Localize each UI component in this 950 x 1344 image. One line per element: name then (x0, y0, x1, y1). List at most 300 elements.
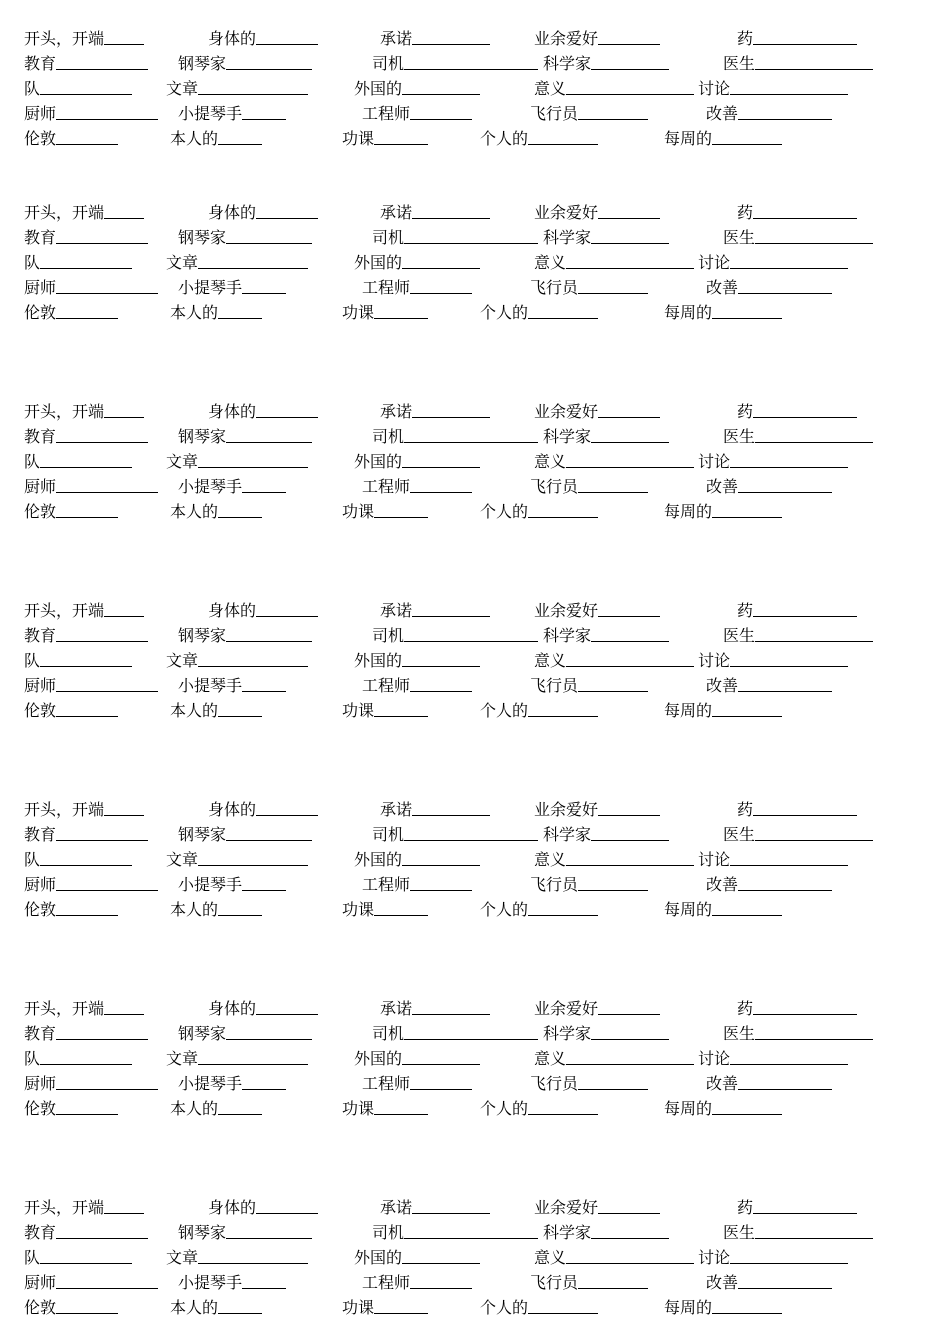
vocab-word: 工程师 (362, 1074, 411, 1093)
vocab-item (664, 499, 782, 521)
vocab-item (698, 1245, 848, 1267)
answer-blank[interactable] (40, 267, 132, 269)
answer-blank[interactable] (755, 68, 873, 70)
answer-blank[interactable] (104, 1013, 144, 1015)
vocab-word: 每周的 (664, 1298, 713, 1317)
vocab-word: 医生 (723, 1223, 756, 1242)
answer-blank[interactable] (730, 267, 848, 269)
answer-blank[interactable] (566, 93, 694, 95)
answer-blank[interactable] (730, 93, 848, 95)
answer-blank[interactable] (374, 516, 428, 518)
answer-blank[interactable] (712, 317, 782, 319)
answer-blank[interactable] (738, 292, 832, 294)
vocab-item (380, 399, 490, 421)
answer-blank[interactable] (226, 1038, 312, 1040)
answer-blank[interactable] (56, 68, 148, 70)
answer-blank[interactable] (755, 640, 873, 642)
vocab-item (372, 1021, 538, 1043)
vocab-item (698, 76, 848, 98)
answer-blank[interactable] (56, 1088, 158, 1090)
answer-blank[interactable] (528, 914, 598, 916)
vocab-item (24, 126, 118, 148)
answer-blank[interactable] (242, 118, 286, 120)
answer-blank[interactable] (256, 615, 318, 617)
answer-blank[interactable] (410, 889, 472, 891)
answer-blank[interactable] (753, 814, 857, 816)
answer-blank[interactable] (374, 317, 428, 319)
answer-blank[interactable] (104, 217, 144, 219)
answer-blank[interactable] (198, 267, 308, 269)
answer-blank[interactable] (598, 814, 660, 816)
answer-blank[interactable] (730, 864, 848, 866)
answer-blank[interactable] (591, 242, 669, 244)
answer-blank[interactable] (226, 242, 312, 244)
vocab-item (543, 424, 669, 446)
answer-blank[interactable] (56, 292, 158, 294)
vocab-word: 开头，开端 (24, 203, 105, 222)
vocab-row (0, 648, 950, 673)
vocab-item (737, 797, 857, 819)
answer-blank[interactable] (412, 1013, 490, 1015)
answer-blank[interactable] (578, 690, 648, 692)
vocab-item (24, 598, 144, 620)
vocab-word: 司机 (372, 427, 405, 446)
vocab-word: 药 (737, 402, 754, 421)
answer-blank[interactable] (218, 1312, 262, 1314)
answer-blank[interactable] (374, 143, 428, 145)
answer-blank[interactable] (566, 1262, 694, 1264)
answer-blank[interactable] (591, 68, 669, 70)
vocab-row (0, 1071, 950, 1096)
answer-blank[interactable] (56, 1038, 148, 1040)
vocab-item (24, 673, 158, 695)
vocab-word: 药 (737, 999, 754, 1018)
vocab-row (0, 76, 950, 101)
answer-blank[interactable] (412, 814, 490, 816)
vocab-word: 意义 (534, 1049, 567, 1068)
vocab-item (354, 1245, 480, 1267)
vocab-item (534, 76, 694, 98)
vocab-item (480, 499, 598, 521)
answer-blank[interactable] (404, 242, 538, 244)
answer-blank[interactable] (412, 1212, 490, 1214)
answer-blank[interactable] (256, 416, 318, 418)
vocab-word: 药 (737, 1198, 754, 1217)
answer-blank[interactable] (410, 690, 472, 692)
answer-blank[interactable] (738, 889, 832, 891)
vocab-word: 身体的 (208, 999, 257, 1018)
vocab-word: 医生 (723, 228, 756, 247)
answer-blank[interactable] (598, 416, 660, 418)
answer-blank[interactable] (730, 1262, 848, 1264)
answer-blank[interactable] (242, 491, 286, 493)
vocab-item (706, 101, 832, 123)
answer-blank[interactable] (591, 640, 669, 642)
answer-blank[interactable] (402, 665, 480, 667)
answer-blank[interactable] (566, 466, 694, 468)
answer-blank[interactable] (738, 690, 832, 692)
answer-blank[interactable] (104, 416, 144, 418)
answer-blank[interactable] (598, 217, 660, 219)
vocab-item (737, 1195, 857, 1217)
answer-blank[interactable] (226, 441, 312, 443)
vocab-word: 外国的 (354, 1049, 403, 1068)
vocab-word: 钢琴家 (178, 626, 227, 645)
answer-blank[interactable] (226, 839, 312, 841)
answer-blank[interactable] (598, 43, 660, 45)
vocab-item (530, 1270, 648, 1292)
vocab-item (543, 1021, 669, 1043)
vocab-word: 科学家 (543, 825, 592, 844)
vocab-word: 意义 (534, 850, 567, 869)
answer-blank[interactable] (412, 217, 490, 219)
vocab-item (664, 897, 782, 919)
answer-blank[interactable] (578, 889, 648, 891)
answer-blank[interactable] (712, 715, 782, 717)
vocab-word: 本人的 (170, 701, 219, 720)
answer-blank[interactable] (402, 267, 480, 269)
answer-blank[interactable] (412, 615, 490, 617)
answer-blank[interactable] (218, 914, 262, 916)
answer-blank[interactable] (404, 441, 538, 443)
answer-blank[interactable] (578, 1088, 648, 1090)
answer-blank[interactable] (566, 1063, 694, 1065)
vocab-item (24, 648, 132, 670)
answer-blank[interactable] (56, 516, 118, 518)
answer-blank[interactable] (56, 1287, 158, 1289)
vocab-word: 开头，开端 (24, 402, 105, 421)
vocab-word: 改善 (706, 278, 739, 297)
answer-blank[interactable] (404, 1237, 538, 1239)
vocab-word: 业余爱好 (534, 29, 599, 48)
vocab-item (24, 225, 148, 247)
answer-blank[interactable] (56, 889, 158, 891)
vocab-word: 功课 (342, 900, 375, 919)
vocab-item (534, 1245, 694, 1267)
answer-blank[interactable] (40, 1262, 132, 1264)
answer-blank[interactable] (412, 43, 490, 45)
answer-blank[interactable] (218, 1113, 262, 1115)
answer-blank[interactable] (528, 317, 598, 319)
vocab-row (0, 1295, 950, 1320)
vocab-row (0, 897, 950, 922)
vocab-word: 本人的 (170, 1298, 219, 1317)
answer-blank[interactable] (402, 864, 480, 866)
vocab-word: 小提琴手 (178, 477, 243, 496)
vocab-item (24, 1021, 148, 1043)
answer-blank[interactable] (56, 690, 158, 692)
answer-blank[interactable] (56, 317, 118, 319)
answer-blank[interactable] (218, 143, 262, 145)
vocab-word: 文章 (166, 452, 199, 471)
answer-blank[interactable] (598, 615, 660, 617)
vocab-item (362, 1270, 472, 1292)
answer-blank[interactable] (712, 1113, 782, 1115)
vocab-row (0, 1220, 950, 1245)
vocab-word: 功课 (342, 129, 375, 148)
vocab-item (178, 1220, 312, 1242)
answer-blank[interactable] (566, 864, 694, 866)
answer-blank[interactable] (566, 665, 694, 667)
answer-blank[interactable] (242, 1088, 286, 1090)
answer-blank[interactable] (242, 1287, 286, 1289)
answer-blank[interactable] (198, 665, 308, 667)
vocab-word: 医生 (723, 1024, 756, 1043)
answer-blank[interactable] (591, 1237, 669, 1239)
answer-blank[interactable] (256, 43, 318, 45)
answer-blank[interactable] (404, 839, 538, 841)
answer-blank[interactable] (404, 640, 538, 642)
answer-blank[interactable] (104, 814, 144, 816)
vocab-word: 外国的 (354, 651, 403, 670)
answer-blank[interactable] (738, 1088, 832, 1090)
vocab-item (372, 1220, 538, 1242)
answer-blank[interactable] (198, 93, 308, 95)
vocab-item (362, 474, 472, 496)
answer-blank[interactable] (218, 715, 262, 717)
vocab-word: 厨师 (24, 278, 57, 297)
answer-blank[interactable] (412, 416, 490, 418)
answer-blank[interactable] (410, 118, 472, 120)
vocab-item (530, 101, 648, 123)
answer-blank[interactable] (198, 1063, 308, 1065)
answer-blank[interactable] (753, 1013, 857, 1015)
answer-blank[interactable] (738, 1287, 832, 1289)
answer-blank[interactable] (730, 1063, 848, 1065)
vocab-item (208, 1195, 318, 1217)
answer-blank[interactable] (242, 292, 286, 294)
answer-blank[interactable] (730, 466, 848, 468)
answer-blank[interactable] (755, 1038, 873, 1040)
vocab-item (178, 673, 286, 695)
answer-blank[interactable] (566, 267, 694, 269)
vocab-item (178, 1021, 312, 1043)
answer-blank[interactable] (528, 1312, 598, 1314)
vocab-item (380, 598, 490, 620)
vocab-item (480, 1096, 598, 1118)
answer-blank[interactable] (56, 118, 158, 120)
answer-blank[interactable] (591, 839, 669, 841)
vocab-item (354, 449, 480, 471)
vocab-word: 讨论 (698, 850, 731, 869)
answer-blank[interactable] (56, 1237, 148, 1239)
vocab-row (0, 51, 950, 76)
vocab-item (530, 872, 648, 894)
answer-blank[interactable] (712, 1312, 782, 1314)
answer-blank[interactable] (753, 416, 857, 418)
vocab-word: 医生 (723, 54, 756, 73)
vocab-word: 教育 (24, 228, 57, 247)
vocab-word: 意义 (534, 651, 567, 670)
answer-blank[interactable] (40, 665, 132, 667)
vocab-item (543, 1220, 669, 1242)
vocab-item (24, 300, 118, 322)
answer-blank[interactable] (242, 889, 286, 891)
vocab-word: 飞行员 (530, 1074, 579, 1093)
answer-blank[interactable] (374, 715, 428, 717)
answer-blank[interactable] (402, 466, 480, 468)
answer-blank[interactable] (402, 1063, 480, 1065)
answer-blank[interactable] (56, 1113, 118, 1115)
answer-blank[interactable] (198, 1262, 308, 1264)
vocab-word: 科学家 (543, 228, 592, 247)
answer-blank[interactable] (56, 1312, 118, 1314)
vocab-item (380, 200, 490, 222)
vocab-word: 钢琴家 (178, 1223, 227, 1242)
answer-blank[interactable] (753, 615, 857, 617)
vocab-item (534, 200, 660, 222)
vocab-word: 讨论 (698, 79, 731, 98)
answer-blank[interactable] (712, 516, 782, 518)
answer-blank[interactable] (56, 143, 118, 145)
answer-blank[interactable] (730, 665, 848, 667)
answer-blank[interactable] (40, 1063, 132, 1065)
vocab-item (380, 1195, 490, 1217)
answer-blank[interactable] (755, 1237, 873, 1239)
answer-blank[interactable] (256, 217, 318, 219)
vocab-item (178, 623, 312, 645)
vocab-word: 功课 (342, 1298, 375, 1317)
answer-blank[interactable] (198, 864, 308, 866)
answer-blank[interactable] (104, 615, 144, 617)
vocab-item (534, 996, 660, 1018)
vocab-item (664, 1295, 782, 1317)
answer-blank[interactable] (753, 1212, 857, 1214)
answer-blank[interactable] (578, 292, 648, 294)
vocab-word: 开头，开端 (24, 601, 105, 620)
answer-blank[interactable] (753, 217, 857, 219)
vocab-item (24, 200, 144, 222)
vocab-word: 讨论 (698, 1049, 731, 1068)
vocab-word: 个人的 (480, 1298, 529, 1317)
answer-blank[interactable] (256, 814, 318, 816)
answer-blank[interactable] (256, 1013, 318, 1015)
answer-blank[interactable] (528, 516, 598, 518)
vocab-item (480, 1295, 598, 1317)
vocab-word: 队 (24, 1049, 41, 1068)
vocab-item (372, 424, 538, 446)
answer-blank[interactable] (40, 864, 132, 866)
vocab-word: 小提琴手 (178, 104, 243, 123)
vocab-word: 本人的 (170, 1099, 219, 1118)
answer-blank[interactable] (402, 93, 480, 95)
answer-blank[interactable] (578, 1287, 648, 1289)
answer-blank[interactable] (402, 1262, 480, 1264)
vocab-word: 个人的 (480, 1099, 529, 1118)
vocab-word: 教育 (24, 54, 57, 73)
answer-blank[interactable] (226, 68, 312, 70)
answer-blank[interactable] (755, 242, 873, 244)
answer-blank[interactable] (56, 715, 118, 717)
vocab-item (372, 822, 538, 844)
vocab-item (24, 101, 158, 123)
vocab-word: 小提琴手 (178, 1074, 243, 1093)
vocab-item (362, 872, 472, 894)
vocab-item (166, 648, 308, 670)
vocab-word: 司机 (372, 1223, 405, 1242)
answer-blank[interactable] (374, 1312, 428, 1314)
vocab-word: 每周的 (664, 900, 713, 919)
answer-blank[interactable] (218, 317, 262, 319)
vocab-item (342, 499, 428, 521)
answer-blank[interactable] (578, 118, 648, 120)
answer-blank[interactable] (712, 143, 782, 145)
answer-blank[interactable] (528, 1113, 598, 1115)
answer-blank[interactable] (374, 1113, 428, 1115)
answer-blank[interactable] (578, 491, 648, 493)
answer-blank[interactable] (591, 1038, 669, 1040)
vocab-word: 伦敦 (24, 129, 57, 148)
vocab-word: 伦敦 (24, 900, 57, 919)
answer-blank[interactable] (218, 516, 262, 518)
vocab-item (723, 623, 873, 645)
vocab-item (208, 399, 318, 421)
answer-blank[interactable] (56, 914, 118, 916)
answer-blank[interactable] (755, 441, 873, 443)
answer-blank[interactable] (104, 1212, 144, 1214)
vocab-item (723, 51, 873, 73)
answer-blank[interactable] (56, 640, 148, 642)
answer-blank[interactable] (374, 914, 428, 916)
answer-blank[interactable] (410, 292, 472, 294)
vocab-word: 教育 (24, 1223, 57, 1242)
answer-blank[interactable] (410, 491, 472, 493)
answer-blank[interactable] (226, 640, 312, 642)
vocab-word: 司机 (372, 1024, 405, 1043)
answer-blank[interactable] (198, 466, 308, 468)
vocab-item (380, 996, 490, 1018)
vocab-item (706, 474, 832, 496)
answer-blank[interactable] (598, 1013, 660, 1015)
vocab-item (534, 648, 694, 670)
answer-blank[interactable] (738, 118, 832, 120)
answer-blank[interactable] (56, 242, 148, 244)
answer-blank[interactable] (404, 68, 538, 70)
answer-blank[interactable] (528, 715, 598, 717)
answer-blank[interactable] (410, 1088, 472, 1090)
vocab-word: 改善 (706, 104, 739, 123)
vocab-word: 厨师 (24, 1273, 57, 1292)
vocab-item (170, 897, 262, 919)
vocab-word: 队 (24, 651, 41, 670)
vocab-item (24, 822, 148, 844)
vocab-item (24, 1096, 118, 1118)
answer-blank[interactable] (755, 839, 873, 841)
vocab-word: 医生 (723, 427, 756, 446)
answer-blank[interactable] (226, 1237, 312, 1239)
answer-blank[interactable] (56, 441, 148, 443)
vocab-item (24, 449, 132, 471)
answer-blank[interactable] (56, 491, 158, 493)
answer-blank[interactable] (256, 1212, 318, 1214)
answer-blank[interactable] (591, 441, 669, 443)
answer-blank[interactable] (56, 839, 148, 841)
answer-blank[interactable] (104, 43, 144, 45)
answer-blank[interactable] (712, 914, 782, 916)
vocab-item (698, 648, 848, 670)
answer-blank[interactable] (528, 143, 598, 145)
answer-blank[interactable] (738, 491, 832, 493)
answer-blank[interactable] (404, 1038, 538, 1040)
answer-blank[interactable] (410, 1287, 472, 1289)
answer-blank[interactable] (40, 466, 132, 468)
answer-blank[interactable] (753, 43, 857, 45)
answer-blank[interactable] (242, 690, 286, 692)
vocab-word: 讨论 (698, 651, 731, 670)
answer-blank[interactable] (598, 1212, 660, 1214)
vocab-item (723, 1220, 873, 1242)
answer-blank[interactable] (40, 93, 132, 95)
